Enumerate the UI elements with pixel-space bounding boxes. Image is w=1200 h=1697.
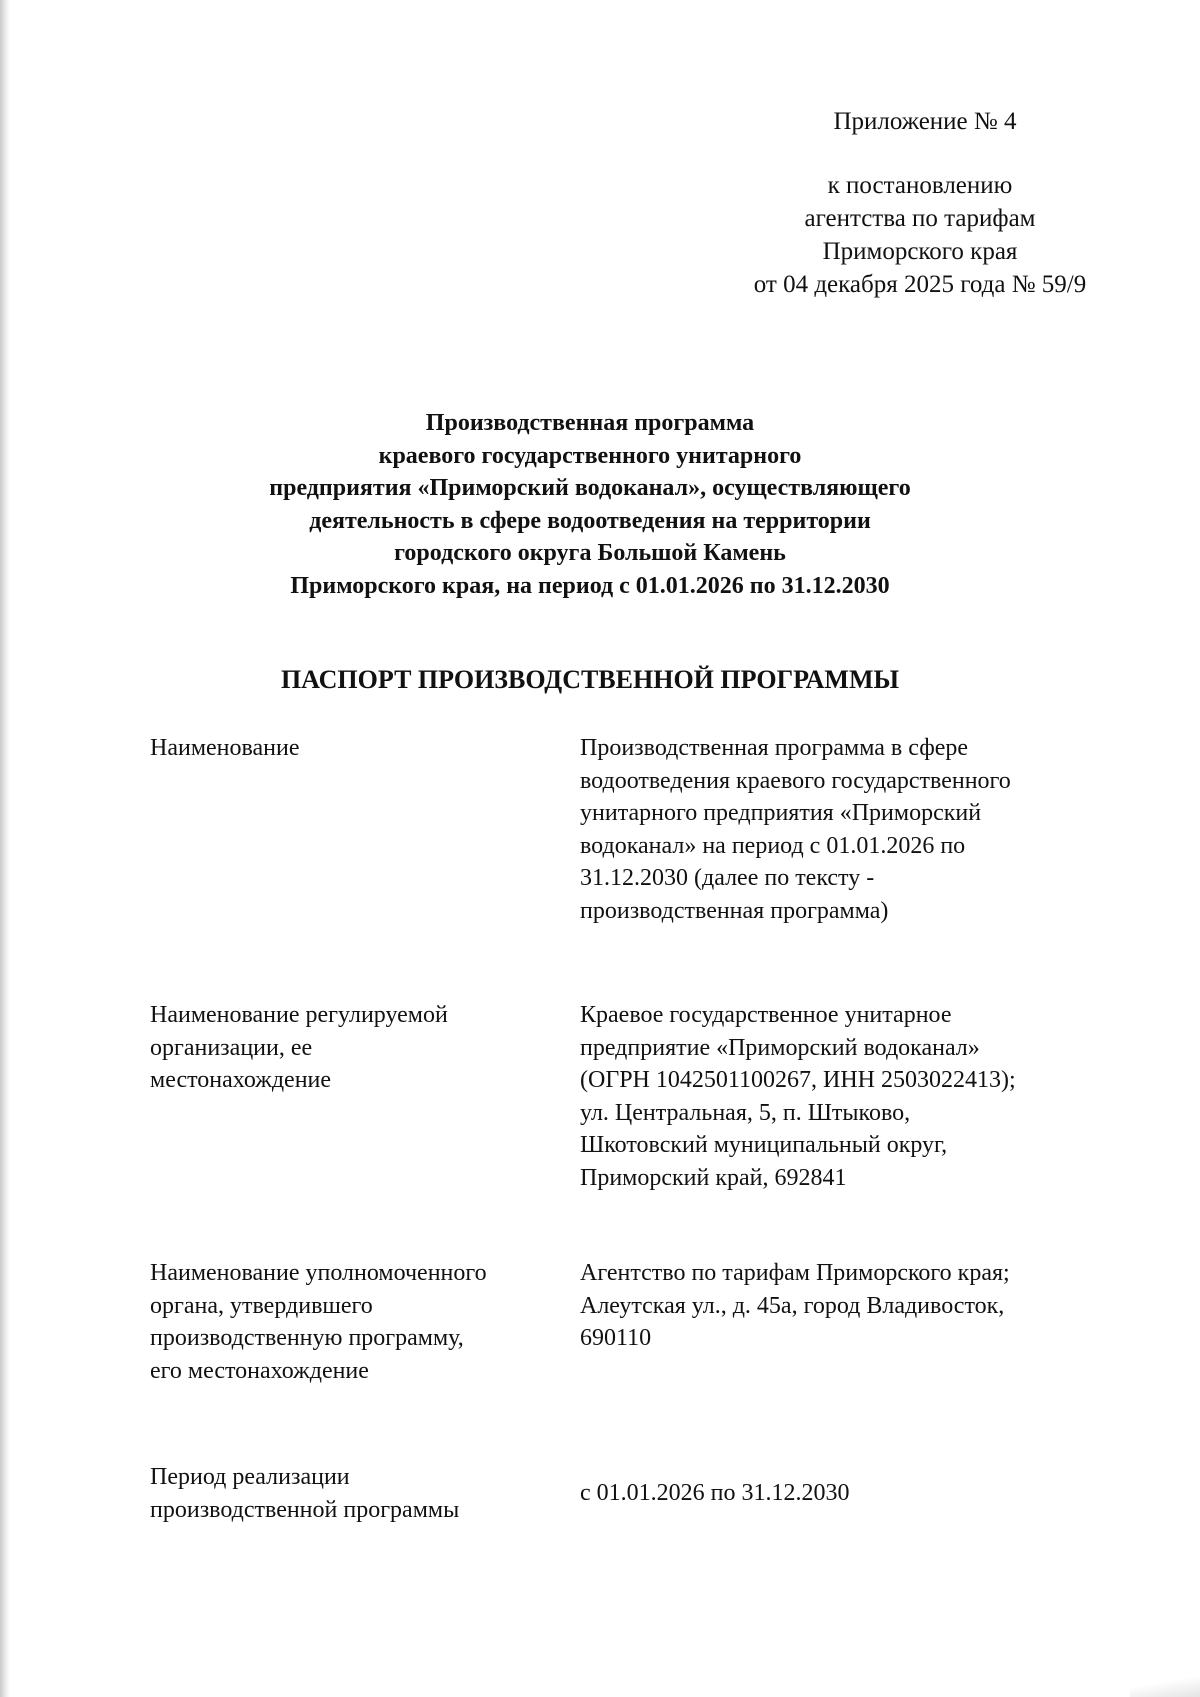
label-line: Период реализации <box>150 1464 350 1490</box>
program-title-line: Производственная программа <box>425 410 755 436</box>
passport-row-value <box>580 732 1100 927</box>
appendix-reference <box>720 169 1120 301</box>
value-line: унитарного предприятия «Приморский <box>580 800 982 826</box>
label-line: организации, ее <box>150 1034 313 1061</box>
value-line: Агентство по тарифам Приморского края; <box>580 1260 1010 1286</box>
value-line: (ОГРН 1042501100267, ИНН 2503022413); <box>580 1067 1016 1093</box>
label-line: органа, утвердившего <box>150 1292 373 1319</box>
appendix-line: агентства по тарифам <box>804 205 1036 232</box>
label-line: производственную программу, <box>150 1325 464 1351</box>
appendix-line: от 04 декабря 2025 года № 59/9 <box>753 271 1087 298</box>
value-line: Приморский край, 692841 <box>580 1164 847 1191</box>
program-title-line: предприятия «Приморский водоканал», осуществляющего <box>269 475 911 501</box>
value-line: Производственная программа в сфере <box>580 735 969 761</box>
passport-row-label <box>150 1461 560 1526</box>
label-line: Наименование регулируемой <box>150 1002 448 1028</box>
value-line: предприятие «Приморский водоканал» <box>580 1034 980 1061</box>
program-title-line: деятельность в сфере водоотведения на территории <box>309 507 871 534</box>
scan-corner-fold <box>1130 1673 1200 1697</box>
scan-edge-shadow <box>0 0 10 1697</box>
passport-row-label <box>150 999 560 1097</box>
value-line: ул. Центральная, 5, п. Штыково, <box>580 1099 911 1126</box>
passport-row-value <box>580 999 1100 1194</box>
label-line: Наименование уполномоченного <box>150 1260 487 1286</box>
label-line: его местонахождение <box>150 1357 369 1384</box>
value-line: Шкотовский муниципальный округ, <box>580 1132 948 1158</box>
value-line: водоканал» на период с 01.01.2026 по <box>580 832 966 859</box>
value-line: Краевое государственное унитарное <box>580 1002 952 1028</box>
value-line: 690110 <box>580 1325 652 1351</box>
passport-title: ПАСПОРТ ПРОИЗВОДСТВЕННОЙ ПРОГРАММЫ <box>280 665 900 694</box>
appendix-line: к постановлению <box>827 172 1013 199</box>
appendix-block <box>720 105 1120 301</box>
label-line: местонахождение <box>150 1067 332 1093</box>
passport-row-label <box>150 1257 560 1387</box>
program-title <box>160 407 1020 602</box>
passport-row-value <box>580 1477 1100 1510</box>
program-title-line: краевого государственного унитарного <box>378 442 802 469</box>
value-line: водоотведения краевого государственного <box>580 767 1011 794</box>
value-line: 31.12.2030 (далее по тексту - <box>580 865 875 891</box>
value-line: с 01.01.2026 по 31.12.2030 <box>580 1480 850 1506</box>
appendix-number: Приложение № 4 <box>833 108 1017 135</box>
passport-row-label <box>150 732 560 765</box>
value-line: Алеутская ул., д. 45а, город Владивосток, <box>580 1292 1005 1319</box>
label-line: производственной программы <box>150 1496 460 1523</box>
passport-row-value <box>580 1257 1100 1355</box>
appendix-line: Приморского края <box>822 238 1018 265</box>
value-line: производственная программа) <box>580 897 889 924</box>
program-title-line: Приморского края, на период с 01.01.2026 по 31.12.2030 <box>290 572 890 599</box>
label-line: Наименование <box>150 735 300 761</box>
program-title-line: городского округа Большой Камень <box>394 540 786 566</box>
